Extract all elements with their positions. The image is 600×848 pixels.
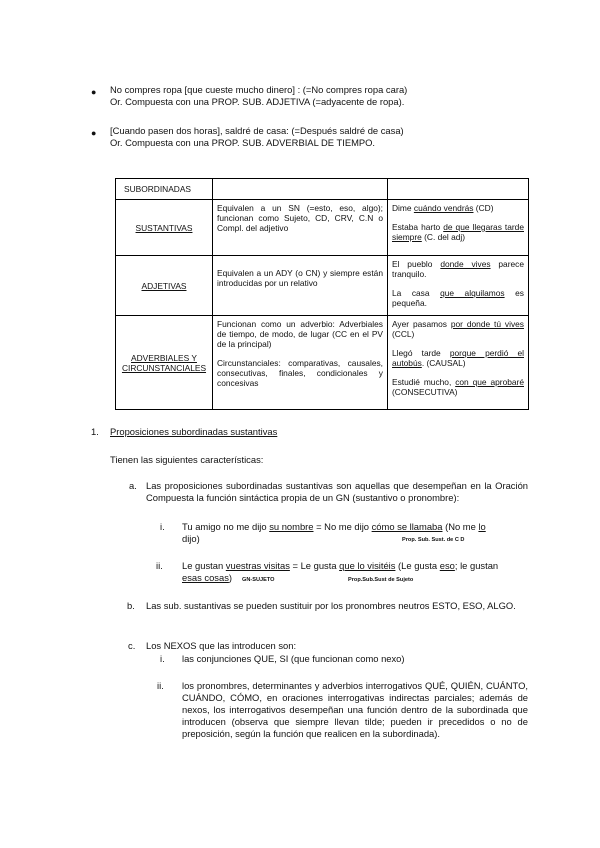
underlined-text: vuestras visitas — [225, 560, 290, 571]
example-text: Llegó tarde — [392, 348, 450, 358]
example — [392, 222, 524, 242]
item-marker: i. — [160, 521, 165, 532]
item-a-ii-text — [182, 560, 532, 572]
example-text: Dime — [392, 203, 414, 213]
item-a-i-text-cont — [182, 533, 528, 545]
section-number: 1. — [91, 426, 99, 437]
example-text: (CONSECUTIVA) — [392, 387, 458, 397]
example-underline: que alquilamos — [440, 288, 505, 298]
bullet-1-line2: Or. Compuesta con una PROP. SUB. ADJETIVA (=adyacente de ropa). — [110, 96, 405, 107]
example-underline: porque perdió el autobús — [392, 348, 524, 368]
annotation-note: Prop. Sub. Sust. de C D — [402, 537, 465, 543]
example-underline: con que aprobaré — [455, 377, 524, 387]
item-a-text: Las proposiciones subordinadas sustantivas son aquellas que desempeñan en la Oración Compuesta la función sintáctica propia de un GN (sustantivo o pronombre): — [146, 480, 528, 503]
item-marker: ii. — [156, 560, 163, 571]
example-text: parece tranquilo. — [392, 259, 525, 279]
bullet-2-line2: Or. Compuesta con una PROP. SUB. ADVERBIAL DE TIEMPO. — [110, 137, 376, 148]
item-marker: ii. — [157, 680, 164, 691]
table-row — [116, 179, 529, 200]
bullet-dot-icon: ● — [91, 128, 97, 138]
underlined-text: eso — [439, 560, 455, 571]
table-header-cell — [116, 179, 213, 200]
item-c-text: Los NEXOS que las introducen son: — [146, 640, 297, 651]
underlined-text: cómo se llamaba — [371, 521, 443, 532]
example-underline: cuándo vendrás — [413, 203, 474, 213]
row-name: SUSTANTIVAS — [135, 222, 193, 233]
underlined-text: lo — [478, 521, 486, 532]
row-examples — [388, 316, 529, 410]
row-desc: Equivalen a un ADY (o CN) y siempre están introducidas por un relativo — [213, 256, 388, 316]
row-name-adverbiales — [116, 316, 213, 410]
row-desc: Equivalen a un SN (=esto, eso, algo); funcionan como Sujeto, CD, CRV, C.N o Compl. del adjetivo — [213, 200, 388, 256]
item-marker: i. — [160, 653, 165, 664]
annotation-note: Prop.Sub.Sust de Sujeto — [348, 577, 414, 583]
text: Le gustan — [182, 560, 226, 571]
item-c-i-text: las conjunciones QUE, SI (que funcionan como nexo) — [182, 653, 405, 664]
example — [392, 259, 524, 279]
row-examples — [388, 256, 529, 316]
example-underline: de que llegaras tarde siempre — [392, 222, 524, 242]
table-cell — [388, 179, 529, 200]
item-c-ii-text: los pronombres, determinantes y adverbios interrogativos QUÉ, QUIÉN, CUÁNTO, CUÁNDO, CÓMO, en oraciones interrogativas indirectas parciales; además de nexos, los interrogativos desempeñan una función dentro de la subordinada que introducen (observa que siempre llevan tilde; pueden ir precedidos o no de preposición, según la función que realicen en la subordinada). — [182, 680, 528, 739]
bullet-2 — [110, 125, 540, 149]
item-marker: b. — [127, 600, 135, 611]
bullet-1 — [110, 84, 540, 108]
example-text: La casa — [392, 288, 441, 298]
text: (Le gusta — [395, 560, 440, 571]
table-row — [116, 200, 529, 256]
bullet-1-line1: No compres ropa [que cueste mucho dinero] : (=No compres ropa cara) — [110, 84, 408, 95]
bullet-2-line1: [Cuando pasen dos horas], saldré de casa: (=Después saldré de casa) — [110, 125, 404, 136]
example — [392, 288, 524, 308]
text: ) — [228, 572, 233, 583]
subordinadas-table — [115, 178, 529, 410]
example-text: Ayer pasamos — [392, 319, 451, 329]
example-text: (C. del adj) — [421, 232, 466, 242]
example-text: Estaba harto — [392, 222, 444, 232]
underlined-text: su nombre — [269, 521, 314, 532]
row-name-adjetivas — [116, 256, 213, 316]
example-text: . (CAUSAL) — [421, 358, 466, 368]
item-a-ii-text-cont — [182, 572, 528, 584]
example-underline: por donde tú vives — [450, 319, 524, 329]
example — [392, 348, 524, 368]
item-b-text: Las sub. sustantivas se pueden sustituir por los pronombres neutros ESTO, ESO, ALGO. — [146, 600, 516, 611]
example-underline: donde vives — [440, 259, 491, 269]
row-examples — [388, 200, 529, 256]
row-desc-1: Funcionan como un adverbio: Adverbiales de tiempo, de modo, de lugar (CC en el PV de la principal) — [217, 319, 383, 349]
table-row — [116, 316, 529, 410]
bullet-dot-icon: ● — [91, 87, 97, 97]
example-text: Estudié mucho, — [392, 377, 456, 387]
text: = No me dijo — [313, 521, 372, 532]
text: (No me — [442, 521, 479, 532]
text: dijo) — [182, 533, 200, 544]
example-text: (CD) — [473, 203, 494, 213]
underlined-text: esas cosas — [182, 572, 229, 583]
example — [392, 203, 524, 213]
item-marker: a. — [129, 480, 137, 491]
item-a-i-text — [182, 521, 528, 533]
text: ; le gustan — [454, 560, 499, 571]
annotation-note: GN-SUJETO — [242, 577, 275, 583]
example-text: (CCL) — [392, 329, 415, 339]
item-marker: c. — [128, 640, 136, 651]
example — [392, 319, 524, 339]
row-desc-2: Circunstanciales: comparativas, causales, consecutivas, finales, condicionales y concesivas — [217, 358, 383, 388]
row-name: ADVERBIALES Y CIRCUNSTANCIALES — [121, 352, 207, 373]
example-text: El pueblo — [392, 259, 441, 269]
text: = Le gusta — [289, 560, 340, 571]
table-header: SUBORDINADAS — [124, 184, 192, 194]
table-cell — [213, 179, 388, 200]
row-name: ADJETIVAS — [141, 280, 187, 291]
intro-text: Tienen las siguientes características: — [110, 454, 264, 465]
table-row — [116, 256, 529, 316]
row-desc — [213, 316, 388, 410]
example — [392, 377, 524, 397]
example-text: es pequeña. — [392, 288, 524, 308]
row-name-sustantivas — [116, 200, 213, 256]
section-title: Proposiciones subordinadas sustantivas — [110, 426, 278, 437]
text: Tu amigo no me dijo — [182, 521, 270, 532]
underlined-text: que lo visitéis — [339, 560, 396, 571]
